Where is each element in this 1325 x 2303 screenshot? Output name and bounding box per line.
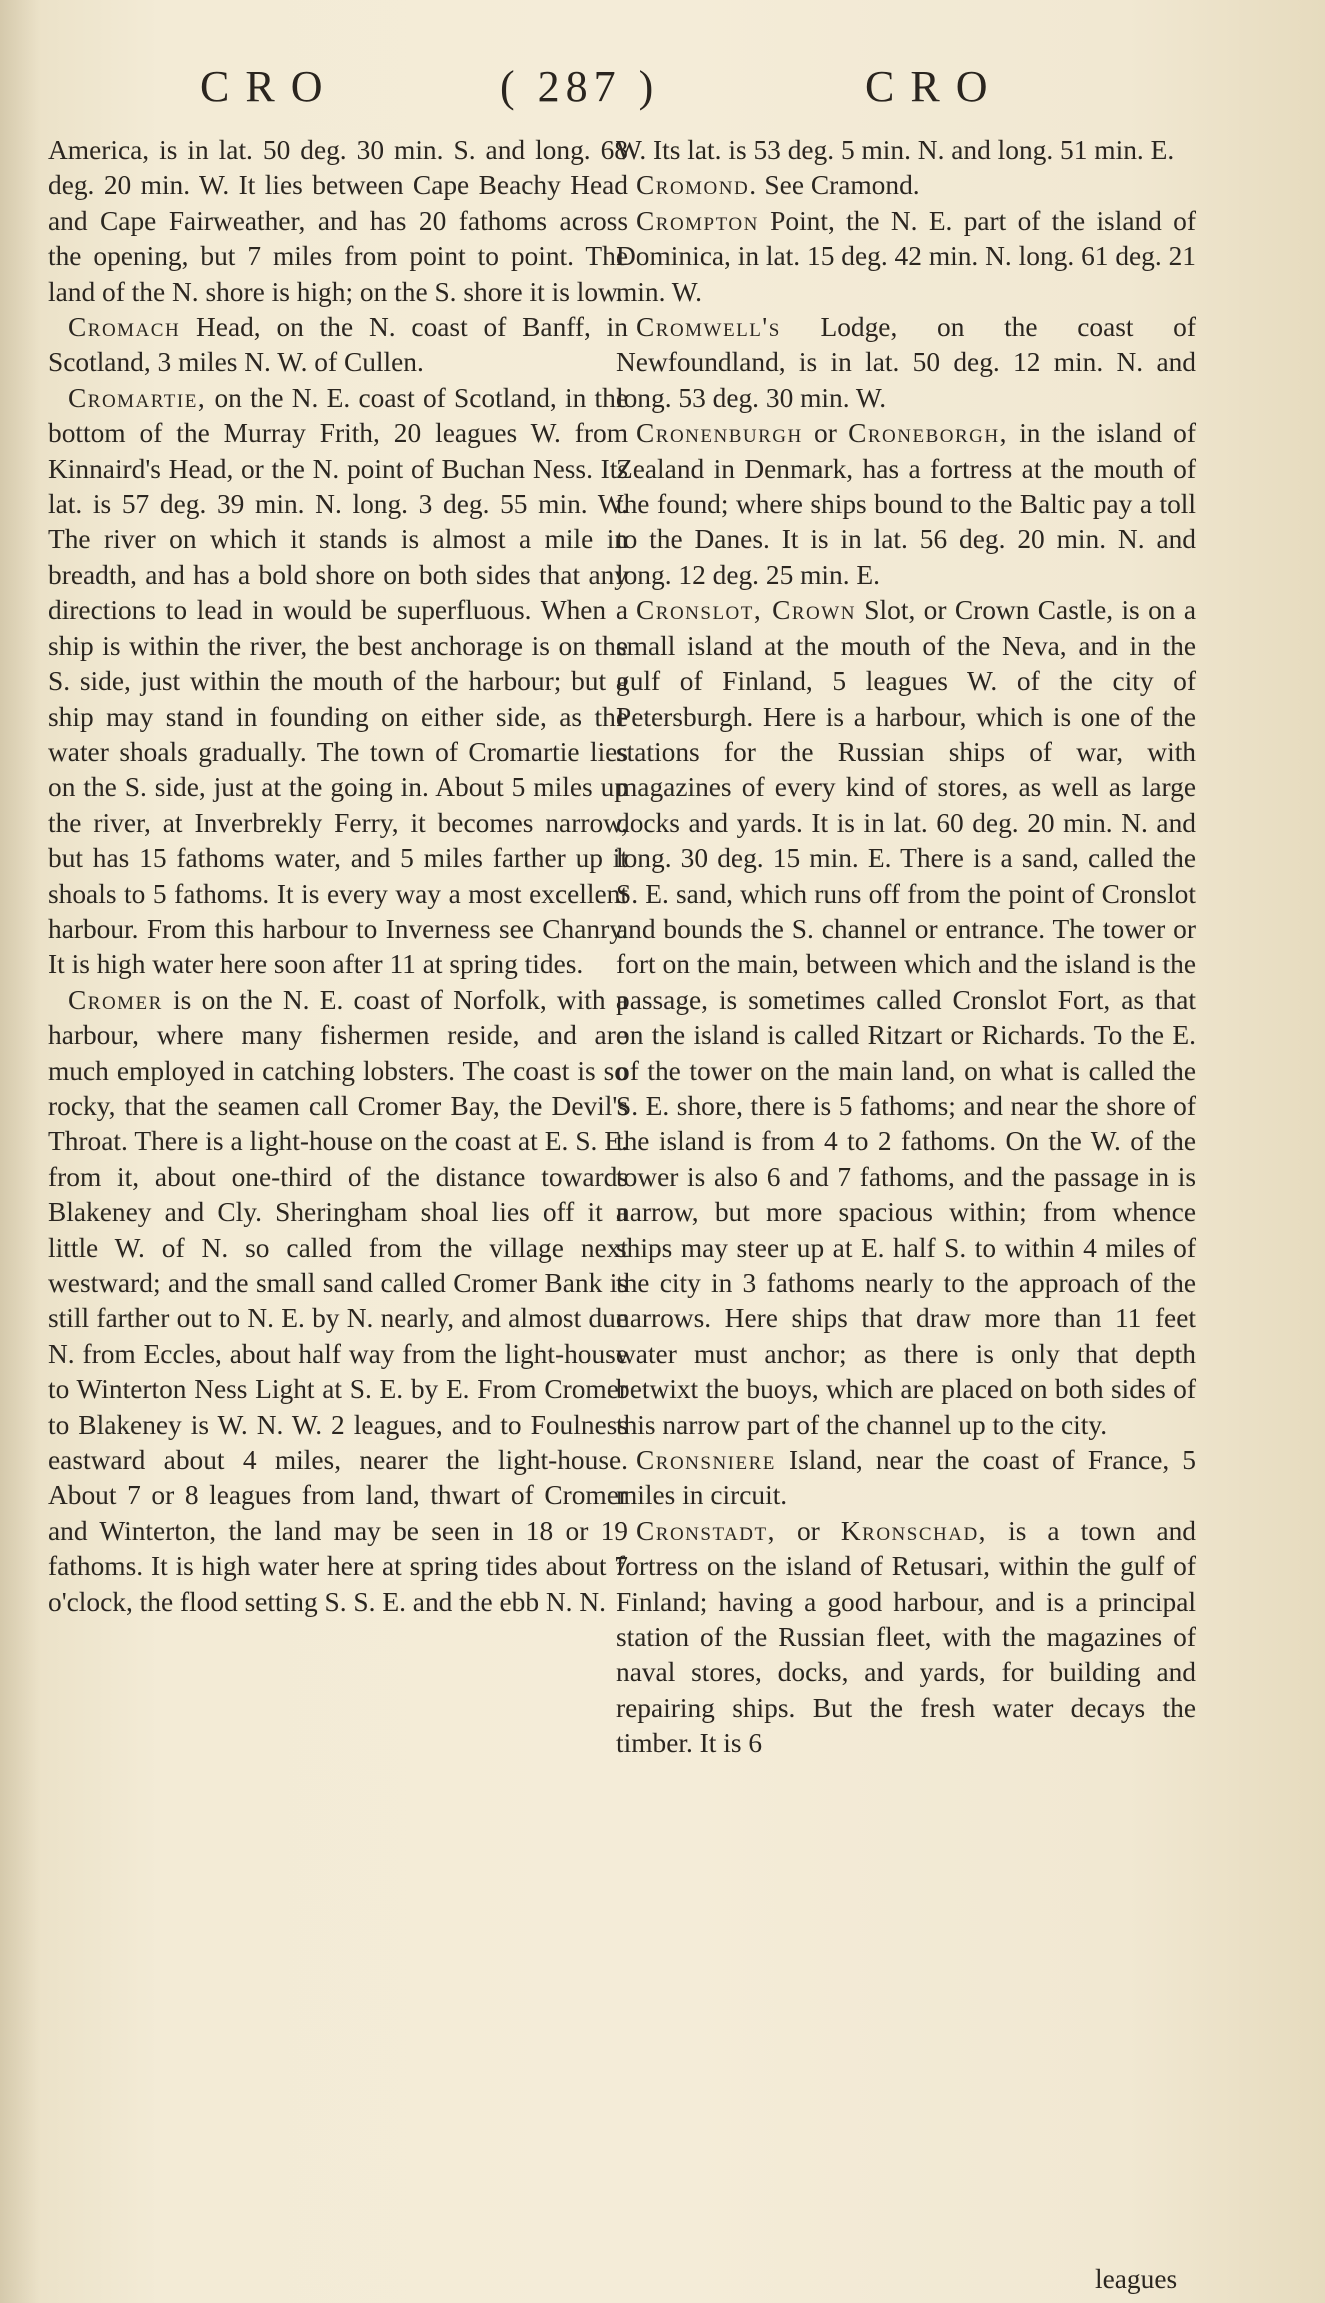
- entry-headword: Cromach: [68, 312, 181, 343]
- entry-continuation: W. Its lat. is 53 deg. 5 min. N. and long. 51 min. E.: [616, 135, 1175, 165]
- page-fold-shadow: [0, 0, 40, 2303]
- entry-text: is on the N. E. coast of Norfolk, with a harbour, where many fishermen reside, and are much employed in catching lobsters. The coast is so rocky, that the seamen call Cromer Bay, the Devil's Throat. There is a light-house on the coast at E. S. E. from it, about one-third of the distance towards Blakeney and Cly. Sheringham shoal lies off it a little W. of N. so called from the village next westward; and the small sand called Cromer Bank is still farther out to N. E. by N. nearly, and almost due N. from Eccles, about half way from the light-house to Winterton Ness Light at S. E. by E. From Cromer to Blakeney is W. N. W. 2 leagues, and to Foulness eastward about 4 miles, nearer the light-house. About 7 or 8 leagues from land, thwart of Cromer and Winterton, the land may be seen in 18 or 19 fathoms. It is high water here at spring tides about 7 o'clock, the flood setting S. S. E. and the ebb N. N.: [48, 984, 628, 1617]
- entry-headword: Cronslot, Crown: [636, 595, 856, 626]
- entry-cromwells-lodge: [616, 310, 1196, 416]
- entry-cronsniere: [616, 1443, 1196, 1514]
- entry-cromartie: [48, 381, 628, 983]
- entry-headword: Cromwell's: [636, 312, 781, 343]
- entry-headword-alt: Kronschad,: [840, 1515, 988, 1546]
- entry-cronslot: [616, 593, 1196, 1443]
- entry-headword: Cronstadt,: [636, 1515, 776, 1546]
- entry-cronenburgh: [616, 416, 1196, 593]
- entry-connector: or: [775, 1515, 841, 1546]
- page-number: ( 287 ): [500, 62, 660, 111]
- entry-connector: or: [802, 418, 849, 449]
- entry-cromer: [48, 983, 628, 1620]
- entry-headword: Cromer: [68, 984, 163, 1015]
- entry-cronstadt: [616, 1514, 1196, 1762]
- entry-crompton: [616, 204, 1196, 310]
- left-column: [48, 133, 628, 1620]
- entry-headword-alt: Croneborgh,: [848, 418, 1008, 449]
- right-column: [616, 133, 1196, 1762]
- entry-text: Island, near the coast of France, 5 miles in circuit.: [616, 1445, 1196, 1511]
- entry-text: on the N. E. coast of Scotland, in the bottom of the Murray Frith, 20 leagues W. from Kinnaird's Head, or the N. point of Buchan Ness. Its lat. is 57 deg. 39 min. N. long. 3 deg. 55 min. W. The river on which it stands is almost a mile in breadth, and has a bold shore on both sides that any directions to lead in would be superfluous. When a ship is within the river, the best anchorage is on the S. side, just within the mouth of the harbour; but a ship may stand in founding on either side, as the water shoals gradually. The town of Cromartie lies on the S. side, just at the going in. About 5 miles up the river, at Inverbrekly Ferry, it becomes narrow, but has 15 fathoms water, and 5 miles farther up it shoals to 5 fathoms. It is every way a most excellent harbour. From this harbour to Inverness see Chanry. It is high water here soon after 11 at spring tides.: [48, 382, 628, 980]
- running-header: [0, 52, 1325, 122]
- entry-text: See Cramond.: [757, 170, 920, 201]
- entry-headword: Cromond.: [636, 170, 758, 201]
- header-right-word: CRO: [865, 62, 1004, 111]
- entry-text: is a town and fortress on the island of Retusari, within the gulf of Finland; having a good harbour, and is a principal station of the Russian fleet, with the magazines of naval stores, docks, and yards, for building and repairing ships. But the fresh water decays the timber. It is 6: [616, 1515, 1197, 1759]
- entry-text: Slot, or Crown Castle, is on a small island at the mouth of the Neva, and in the gulf of Finland, 5 leagues W. of the city of Petersburgh. Here is a harbour, which is one of the stations for the Russian ships of war, with magazines of every kind of stores, as well as large docks and yards. It is in lat. 60 deg. 20 min. N. and long. 30 deg. 15 min. E. There is a sand, called the S. E. sand, which runs off from the point of Cronslot and bounds the S. channel or entrance. The tower or fort on the main, between which and the island is the passage, is sometimes called Cronslot Fort, as that on the island is called Ritzart or Richards. To the E. of the tower on the main land, on what is called the S. E. shore, there is 5 fathoms; and near the shore of the island is from 4 to 2 fathoms. On the W. of the tower is also 6 and 7 fathoms, and the passage in is narrow, but more spacious within; from whence ships may steer up at E. half S. to within 4 miles of the city in 3 fathoms nearly to the approach of the narrows. Here ships that draw more than 11 feet water must anchor; as there is only that depth betwixt the buoys, which are placed on both sides of this narrow part of the channel up to the city.: [616, 595, 1196, 1440]
- entry-text: Head, on the N. coast of Banff, in Scotland, 3 miles N. W. of Cullen.: [48, 312, 628, 378]
- entry-text: Lodge, on the coast of Newfoundland, is in lat. 50 deg. 12 min. N. and long. 53 deg. 30 min. W.: [616, 312, 1196, 413]
- header-left-word: CRO: [200, 62, 339, 111]
- entry-cromach: [48, 310, 628, 381]
- entry-continuation: America, is in lat. 50 deg. 30 min. S. and long. 68 deg. 20 min. W. It lies between Cape Beachy Head and Cape Fairweather, and has 20 fathoms across the opening, but 7 miles from point to point. The land of the N. shore is high; on the S. shore it is low.: [48, 135, 628, 307]
- catchword: leagues: [1095, 2264, 1178, 2294]
- entry-headword: Cromartie,: [68, 382, 207, 413]
- entry-text: in the island of Zealand in Denmark, has a fortress at the mouth of the found; where ships bound to the Baltic pay a toll to the Danes. It is in lat. 56 deg. 20 min. N. and long. 12 deg. 25 min. E.: [616, 418, 1196, 590]
- entry-cromond: [616, 168, 1196, 203]
- entry-headword: Crompton: [636, 205, 759, 236]
- entry-headword: Cronenburgh: [636, 418, 803, 449]
- entry-text: Point, the N. E. part of the island of Dominica, in lat. 15 deg. 42 min. N. long. 61 deg. 21 min. W.: [616, 205, 1196, 307]
- entry-headword: Cronsniere: [636, 1445, 776, 1476]
